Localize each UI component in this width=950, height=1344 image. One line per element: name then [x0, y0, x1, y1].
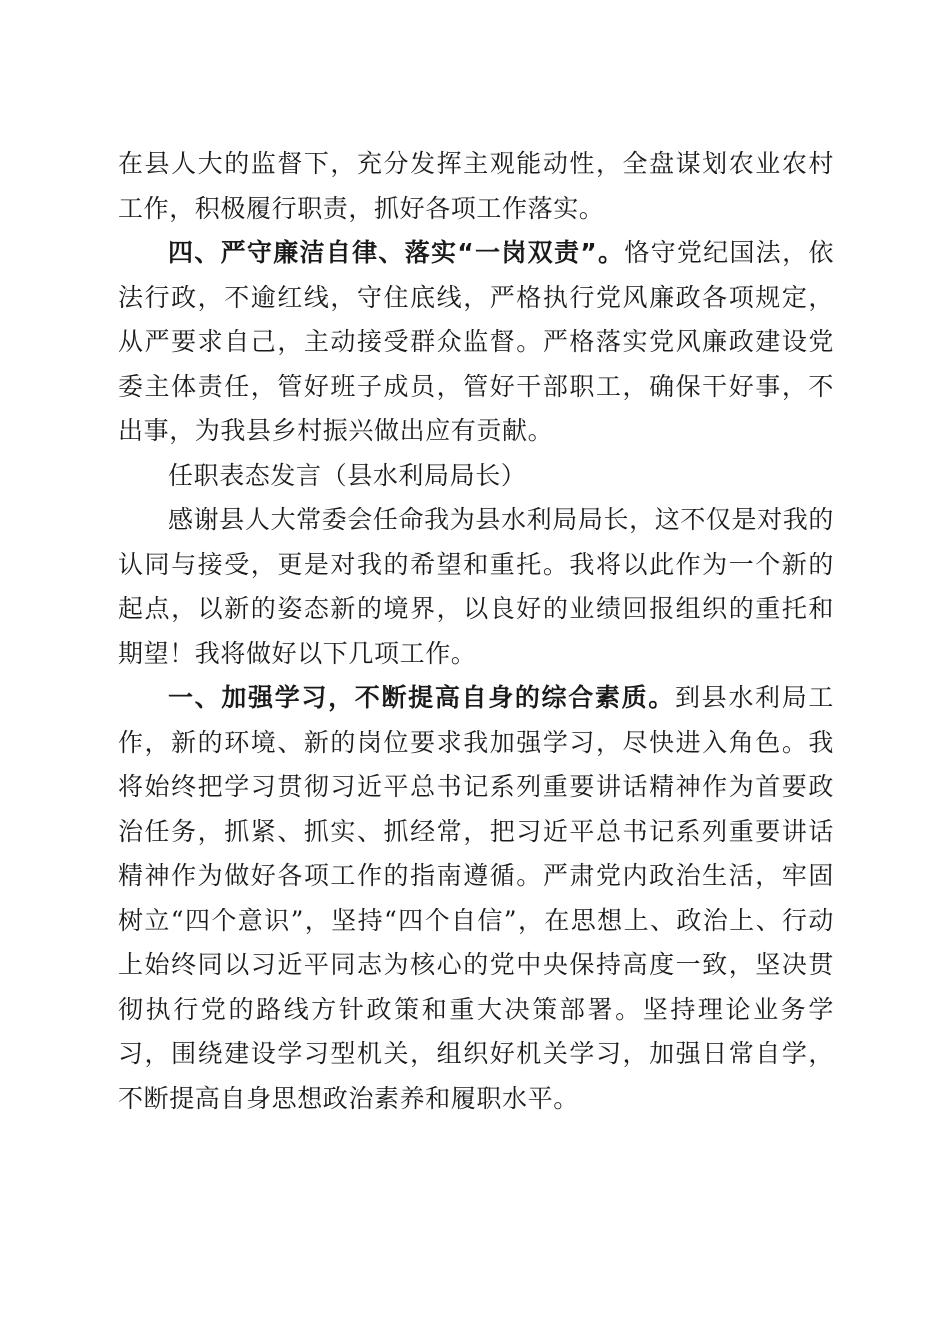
speech-title-text: 任职表态发言（县水利局局长） — [168, 460, 527, 490]
paragraph-text: 感谢县人大常委会任命我为县水利局局长，这不仅是对我的认同与接受，更是对我的希望和重托。我将以此作为一个新的起点，以新的姿态新的境界，以良好的业绩回报组织的重托和期望！我将做好以下几项工作。 — [118, 505, 834, 668]
paragraph-text: 到县水利局工作，新的环境、新的岗位要求我加强学习，尽快进入角色。我将始终把学习贯彻习近平总书记系列重要讲话精神作为首要政治任务，抓紧、抓实、抓经常，把习近平总书记系列重要讲话精神作为做好各项工作的指南遵循。严肃党内政治生活，牢固树立“四个意识”，坚持“四个自信”，在思想上、政治上、行动上始终同以习近平同志为核心的党中央保持高度一致，坚决贯彻执行党的路线方针政策和重大决策部署。坚持理论业务学习，围绕建设学习型机关，组织好机关学习，加强日常自学，不断提高自身思想政治素养和履职水平。 — [118, 683, 834, 1113]
section-heading: 一、加强学习，不断提高自身的综合素质。 — [168, 683, 675, 712]
paragraph-section-one — [118, 676, 834, 1121]
paragraph-intro — [118, 498, 834, 676]
paragraph-text: 恪守党纪国法，依法行政，不逾红线，守住底线，严格执行党风廉政各项规定，从严要求自己，主动接受群众监督。严格落实党风廉政建设党委主体责任，管好班子成员，管好干部职工，确保干好事，不出事，为我县乡村振兴做出应有贡献。 — [118, 238, 834, 445]
paragraph-section-four — [118, 231, 834, 454]
speech-title — [118, 454, 834, 499]
section-heading: 四、严守廉洁自律、落实“一岗双责”。 — [168, 238, 625, 267]
paragraph-continuation — [118, 142, 834, 231]
paragraph-text: 在县人大的监督下，充分发挥主观能动性，全盘谋划农业农村工作，积极履行职责，抓好各项工作落实。 — [118, 149, 834, 223]
document-page — [118, 142, 834, 1121]
